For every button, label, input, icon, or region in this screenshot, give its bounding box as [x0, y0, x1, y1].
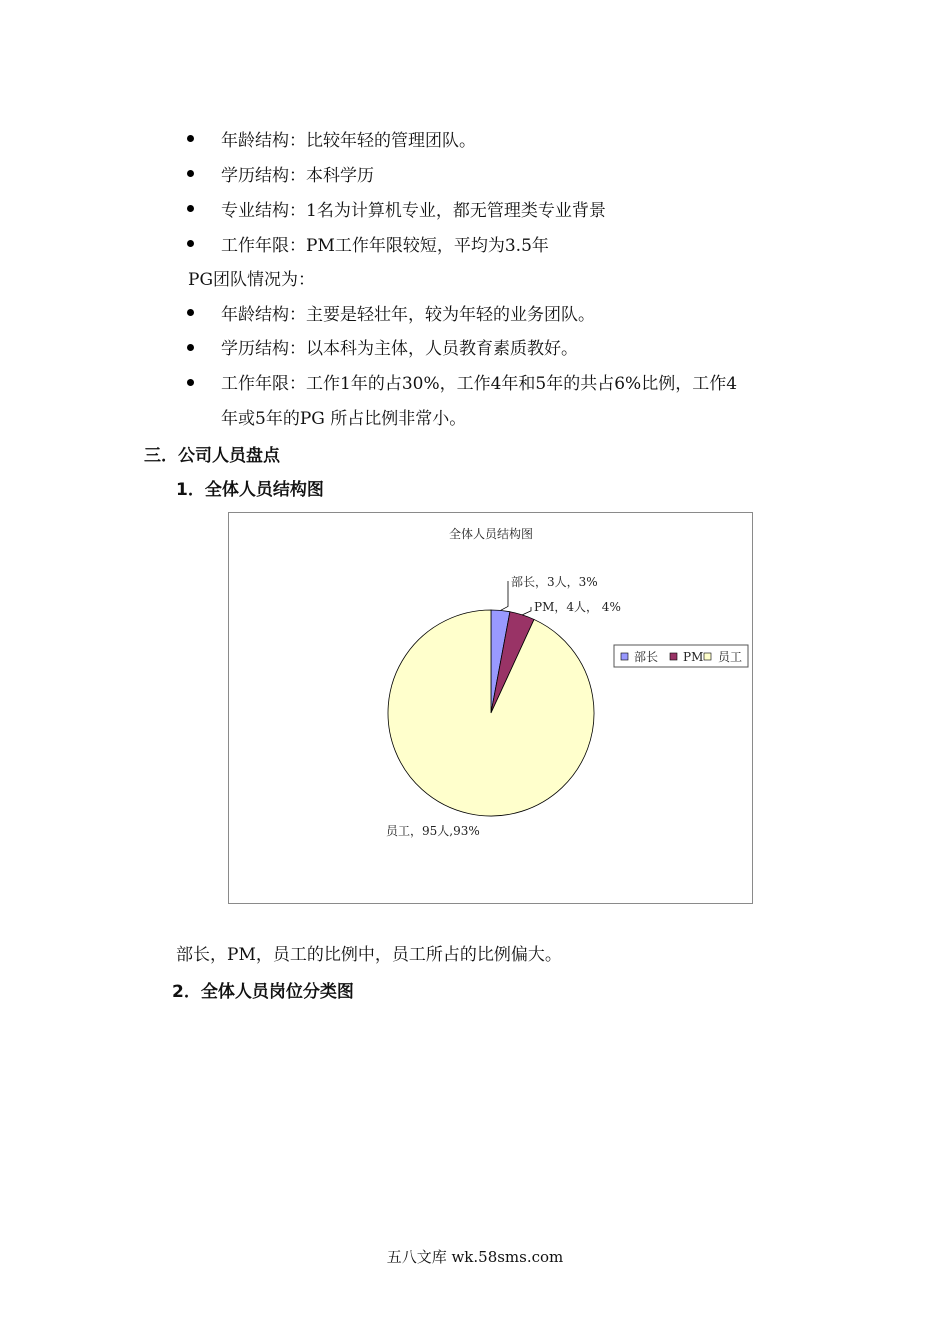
- pie-chart-frame: [228, 512, 753, 904]
- data-label-yuangong: 员工，95人,93%: [386, 824, 480, 838]
- bullet-marker: [187, 379, 194, 386]
- chart-title: 全体人员结构图: [448, 527, 534, 541]
- bullet-marker: [187, 240, 194, 247]
- leader-line: [501, 581, 508, 610]
- subheading-position-chart: 2．全体人员岗位分类图: [172, 982, 354, 1002]
- legend-label-pm: PM: [683, 650, 704, 664]
- pie-chart: [229, 513, 754, 905]
- pm-bullet-major: 专业结构：1名为计算机专业，都无管理类专业背景: [221, 201, 606, 221]
- legend-label-yuangong: 员工: [718, 650, 743, 664]
- legend-swatch-pm: [670, 653, 677, 660]
- pm-bullet-tenure: 工作年限：PM工作年限较短，平均为3.5年: [221, 236, 549, 256]
- pg-intro-text: PG团队情况为：: [188, 270, 316, 290]
- subheading-structure-chart: 1．全体人员结构图: [176, 480, 324, 500]
- leader-line: [522, 607, 531, 615]
- bullet-marker: [187, 344, 194, 351]
- bullet-marker: [187, 135, 194, 142]
- pg-bullet-education: 学历结构：以本科为主体，人员教育素质教好。: [221, 339, 578, 359]
- chart-caption: 部长，PM，员工的比例中，员工所占的比例偏大。: [176, 945, 562, 965]
- pm-bullet-age: 年龄结构：比较年轻的管理团队。: [221, 131, 476, 151]
- bullet-marker: [187, 309, 194, 316]
- footer-watermark: 五八文库 wk.58sms.com: [386, 1248, 564, 1266]
- section-heading: 三．公司人员盘点: [144, 446, 280, 466]
- legend-swatch-yuangong: [704, 653, 711, 660]
- chart-legend: [614, 645, 748, 667]
- pg-bullet-tenure-continuation: 年或5年的PG 所占比例非常小。: [221, 409, 467, 429]
- legend-label-buzhang: 部长: [634, 650, 659, 664]
- data-label-buzhang: 部长，3人，3%: [511, 575, 598, 589]
- bullet-marker: [187, 205, 194, 212]
- pie-slice-yuangong: [388, 610, 594, 816]
- pg-bullet-age: 年龄结构：主要是轻壮年，较为年轻的业务团队。: [221, 305, 595, 325]
- pg-bullet-tenure: 工作年限：工作1年的占30%，工作4年和5年的共占6%比例，工作4: [221, 374, 738, 394]
- legend-swatch-buzhang: [621, 653, 628, 660]
- data-label-pm: PM，4人， 4%: [534, 600, 621, 614]
- pm-bullet-education: 学历结构：本科学历: [221, 166, 374, 186]
- pie-slices: [388, 610, 594, 816]
- bullet-marker: [187, 170, 194, 177]
